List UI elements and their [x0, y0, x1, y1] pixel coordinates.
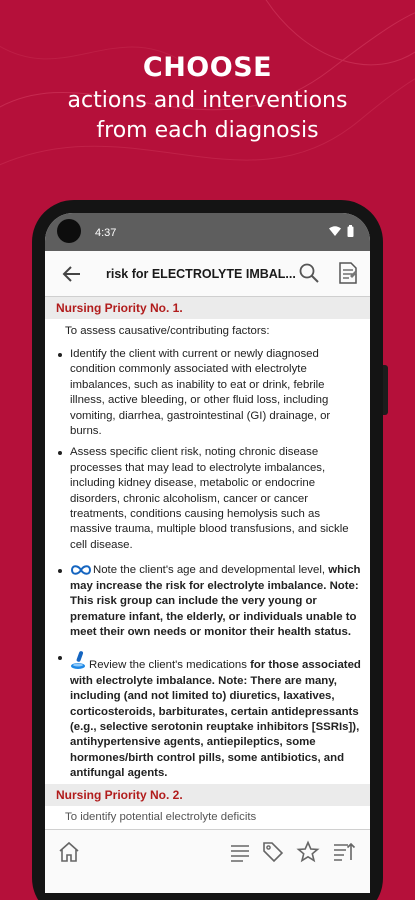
- star-icon[interactable]: [296, 840, 320, 864]
- intervention-item: [70, 347, 362, 439]
- notes-icon[interactable]: [337, 261, 359, 285]
- intro-text: To assess causative/contributing factors:: [65, 325, 270, 337]
- medication-icon: [70, 650, 88, 670]
- infinity-icon: [70, 565, 92, 575]
- intervention-text: Assess specific client risk, noting chronic disease processes that may lead to electrolyte imbalances, including kidney disease, metabolic or endocrine disorders, chronic alcoholism, cancer or cancer treatments, conditions causing hemolysis such as massive trauma, multiple blood transfusions, and sickle cell disease.: [70, 446, 349, 551]
- phone-screen: [45, 213, 370, 893]
- page-title: risk for ELECTROLYTE IMBAL...: [106, 267, 296, 281]
- diagnosis-content: [45, 297, 370, 829]
- intervention-item: [70, 445, 362, 553]
- intervention-text: Review the client's medications: [89, 659, 247, 672]
- tag-icon[interactable]: [261, 840, 285, 864]
- camera-cutout: [57, 219, 81, 243]
- intervention-rationale: for those associated with electrolyte imbalance. Note: There are many, including (and not limited to) diuretics, laxatives, corticosteroids, barbiturates, certain antidepressants (e.g., selective serotonin reuptake inhibitors [SSRIs]), antihypertensive agents, antiepileptics, some hormones/birth control pills, some antibiotics, and antifungal agents.: [70, 659, 361, 780]
- promo-subtitle-line2: from each diagnosis: [96, 118, 319, 143]
- intervention-text: Note the client's age and developmental level,: [93, 564, 326, 577]
- bottom-navigation: [45, 829, 370, 893]
- intervention-rationale: which may increase the risk for electrolyte imbalance. Note: This risk group can include the very young or premature infant, the elderly, or individuals unable to meet their own needs or monitor their health status.: [70, 564, 361, 638]
- promo-title: CHOOSE: [142, 52, 273, 83]
- promo-subtitle-line1: actions and interventions: [67, 88, 348, 113]
- app-bar: [45, 251, 370, 297]
- nursing-priority-1-header: Nursing Priority No. 1.: [45, 297, 370, 319]
- nursing-priority-2-section: [45, 784, 370, 823]
- nursing-priority-2-header: Nursing Priority No. 2.: [45, 784, 370, 806]
- wifi-icon: [329, 226, 341, 236]
- home-icon[interactable]: [57, 840, 81, 864]
- intervention-text: Identify the client with current or newly diagnosed condition commonly associated with electrolyte imbalances, such as inability to eat or drink, febrile illness, active bleeding, or other fluid loss, including vomiting, diarrhea, gastrointestinal (GI) drainage, or burns.: [70, 348, 331, 438]
- intervention-list: [45, 347, 370, 782]
- sort-icon[interactable]: [332, 840, 356, 864]
- partial-text: To identify potential electrolyte deficits: [65, 811, 257, 823]
- search-icon[interactable]: [298, 262, 320, 284]
- back-arrow-icon[interactable]: [61, 263, 83, 285]
- status-time: 4:37: [95, 227, 117, 239]
- battery-icon: [347, 225, 354, 237]
- list-icon[interactable]: [228, 840, 252, 864]
- promo-header: [0, 52, 415, 146]
- status-bar: [45, 213, 370, 251]
- phone-side-button: [383, 365, 388, 415]
- intervention-item: [70, 563, 362, 640]
- intervention-item: [70, 650, 362, 781]
